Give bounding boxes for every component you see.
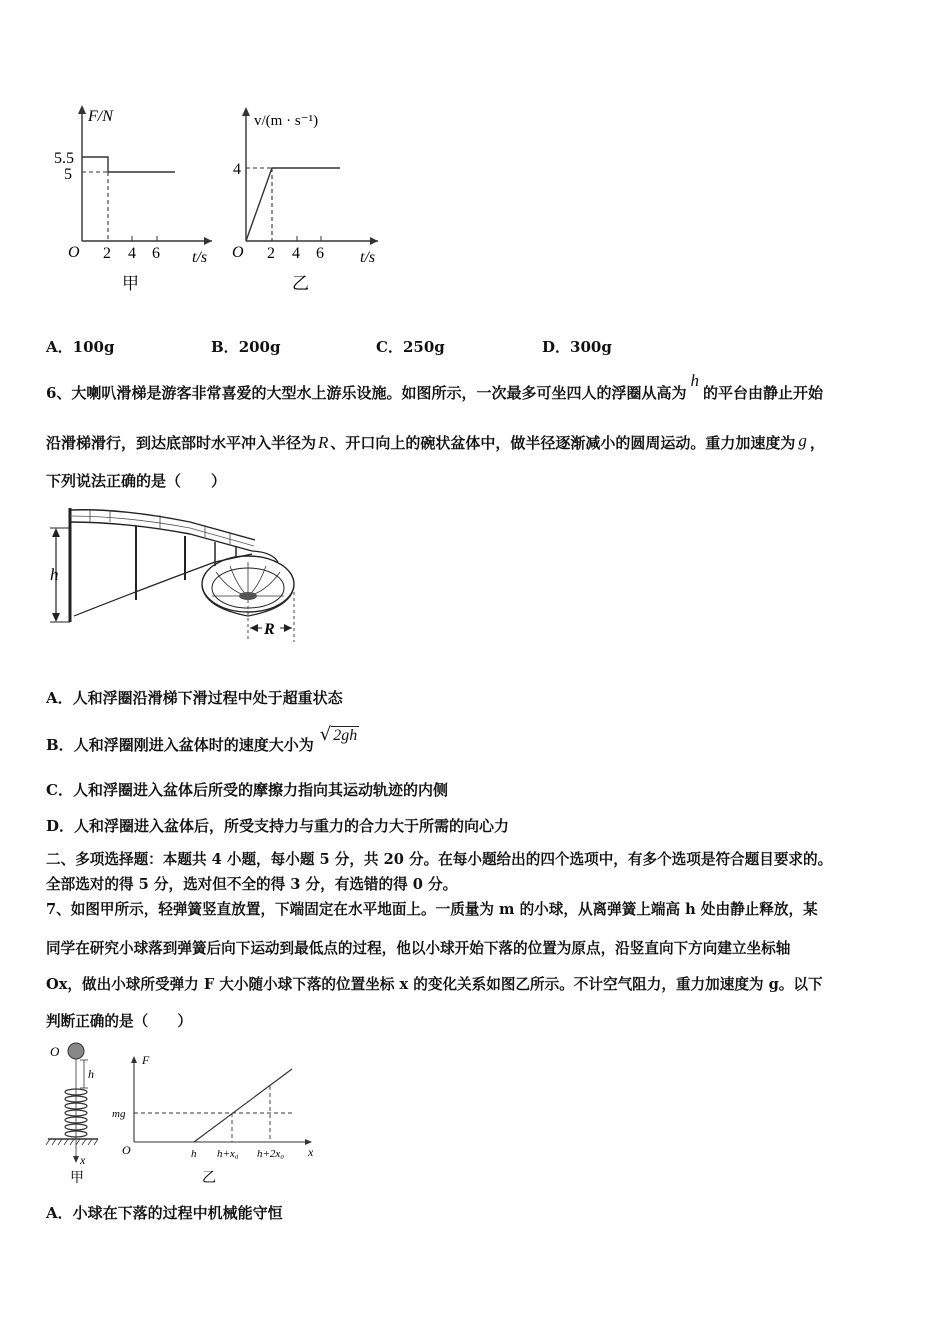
figure-caption-jia: 甲 xyxy=(122,274,139,293)
f-axis-label: F xyxy=(142,1053,150,1067)
q5-options xyxy=(46,336,646,356)
section-2-heading: 二、多项选择题：本题共 4 小题，每小题 5 分，共 20 分。在每小题给出的四个选项中，有多个选项是符合题目要求的。 xyxy=(46,851,833,868)
q5-option-c: C．250g xyxy=(376,338,445,356)
figure-f-x-graph xyxy=(110,1036,330,1188)
tick-4: 4 xyxy=(233,161,241,178)
tick-x-4: 4 xyxy=(292,245,300,262)
q7-stem-line-3: Ox，做出小球所受弹力 F 大小随小球下落的位置坐标 x 的变化关系如图乙所示。不计空气阻力，重力加速度为 g。以下 xyxy=(46,976,823,993)
q6-option-c: C．人和浮圈进入盆体后所受的摩擦力指向其运动轨迹的内侧 xyxy=(46,781,448,799)
origin-label: O xyxy=(68,244,80,261)
radius-label: R xyxy=(264,621,275,638)
v-axis-label: v/(m · s⁻¹) xyxy=(254,113,319,129)
tick-x-4: 4 xyxy=(128,245,136,262)
x-axis-label: x xyxy=(308,1145,314,1159)
tick-h-plus-2x0: h+2x₀ xyxy=(257,1148,285,1160)
figure-f-t-graph xyxy=(40,95,220,300)
q5-option-d: D．300g xyxy=(542,338,612,356)
height-label: h xyxy=(50,565,59,584)
tick-x-2: 2 xyxy=(103,245,111,262)
t-axis-label: t/s xyxy=(360,249,376,266)
figure-caption-jia: 甲 xyxy=(70,1171,84,1186)
q5-option-a: A．100g xyxy=(46,338,115,356)
q7-stem-line-4: 判断正确的是（ ） xyxy=(46,1013,192,1030)
section-2-heading-2: 全部选对的得 5 分，选对但不全的得 3 分，有选错的得 0 分。 xyxy=(46,876,458,893)
drop-height-label: h xyxy=(88,1067,94,1081)
figure-v-t-graph xyxy=(228,95,398,300)
mg-label: mg xyxy=(112,1108,126,1120)
figure-caption-yi: 乙 xyxy=(292,274,309,293)
q6-stem-line-3: 下列说法正确的是（ ） xyxy=(46,472,227,490)
figure-ball-spring xyxy=(40,1036,110,1186)
q6-option-a: A．人和浮圈沿滑梯下滑过程中处于超重状态 xyxy=(46,689,343,707)
q6-option-b: B．人和浮圈刚进入盆体时的速度大小为 √ 2gh xyxy=(46,724,358,754)
origin-label: O xyxy=(232,244,244,261)
origin-label: O xyxy=(50,1044,60,1059)
x-axis-label: x xyxy=(80,1153,86,1167)
tick-h-plus-x0: h+x₀ xyxy=(217,1148,239,1160)
figure-caption-yi: 乙 xyxy=(202,1171,216,1186)
tick-5: 5 xyxy=(64,166,72,183)
q5-option-b: B．200g xyxy=(211,338,281,356)
q7-option-a: A．小球在下落的过程中机械能守恒 xyxy=(46,1204,283,1222)
sqrt-expression: √ 2gh xyxy=(319,724,358,745)
q6-stem-line-2: 沿滑梯滑行，到达底部时水平冲入半径为 R 、开口向上的碗状盆体中，做半径逐渐减小的圆周运动。重力加速度为 g ， xyxy=(46,431,825,452)
figure-horn-slide xyxy=(40,496,305,656)
tick-h: h xyxy=(191,1148,197,1160)
q7-stem-line-1: 7、如图甲所示，轻弹簧竖直放置，下端固定在水平地面上。一质量为 m 的小球，从离弹簧上端高 h 处由静止释放，某 xyxy=(46,901,818,918)
tick-x-6: 6 xyxy=(152,245,160,262)
t-axis-label: t/s xyxy=(192,249,208,266)
tick-x-2: 2 xyxy=(267,245,275,262)
tick-x-6: 6 xyxy=(316,245,324,262)
f-axis-label: F/N xyxy=(88,108,113,125)
origin-label: O xyxy=(122,1143,131,1157)
q6-option-d: D．人和浮圈进入盆体后，所受支持力与重力的合力大于所需的向心力 xyxy=(46,817,510,835)
q7-stem-line-2: 同学在研究小球落到弹簧后向下运动到最低点的过程，他以小球开始下落的位置为原点，沿竖直向下方向建立坐标轴 xyxy=(46,940,791,957)
tick-5-5: 5.5 xyxy=(54,150,74,167)
q6-stem-line-1: 6、大喇叭滑梯是游客非常喜爱的大型水上游乐设施。如图所示，一次最多可坐四人的浮圈从高为h的平台由静止开始 xyxy=(46,371,823,402)
